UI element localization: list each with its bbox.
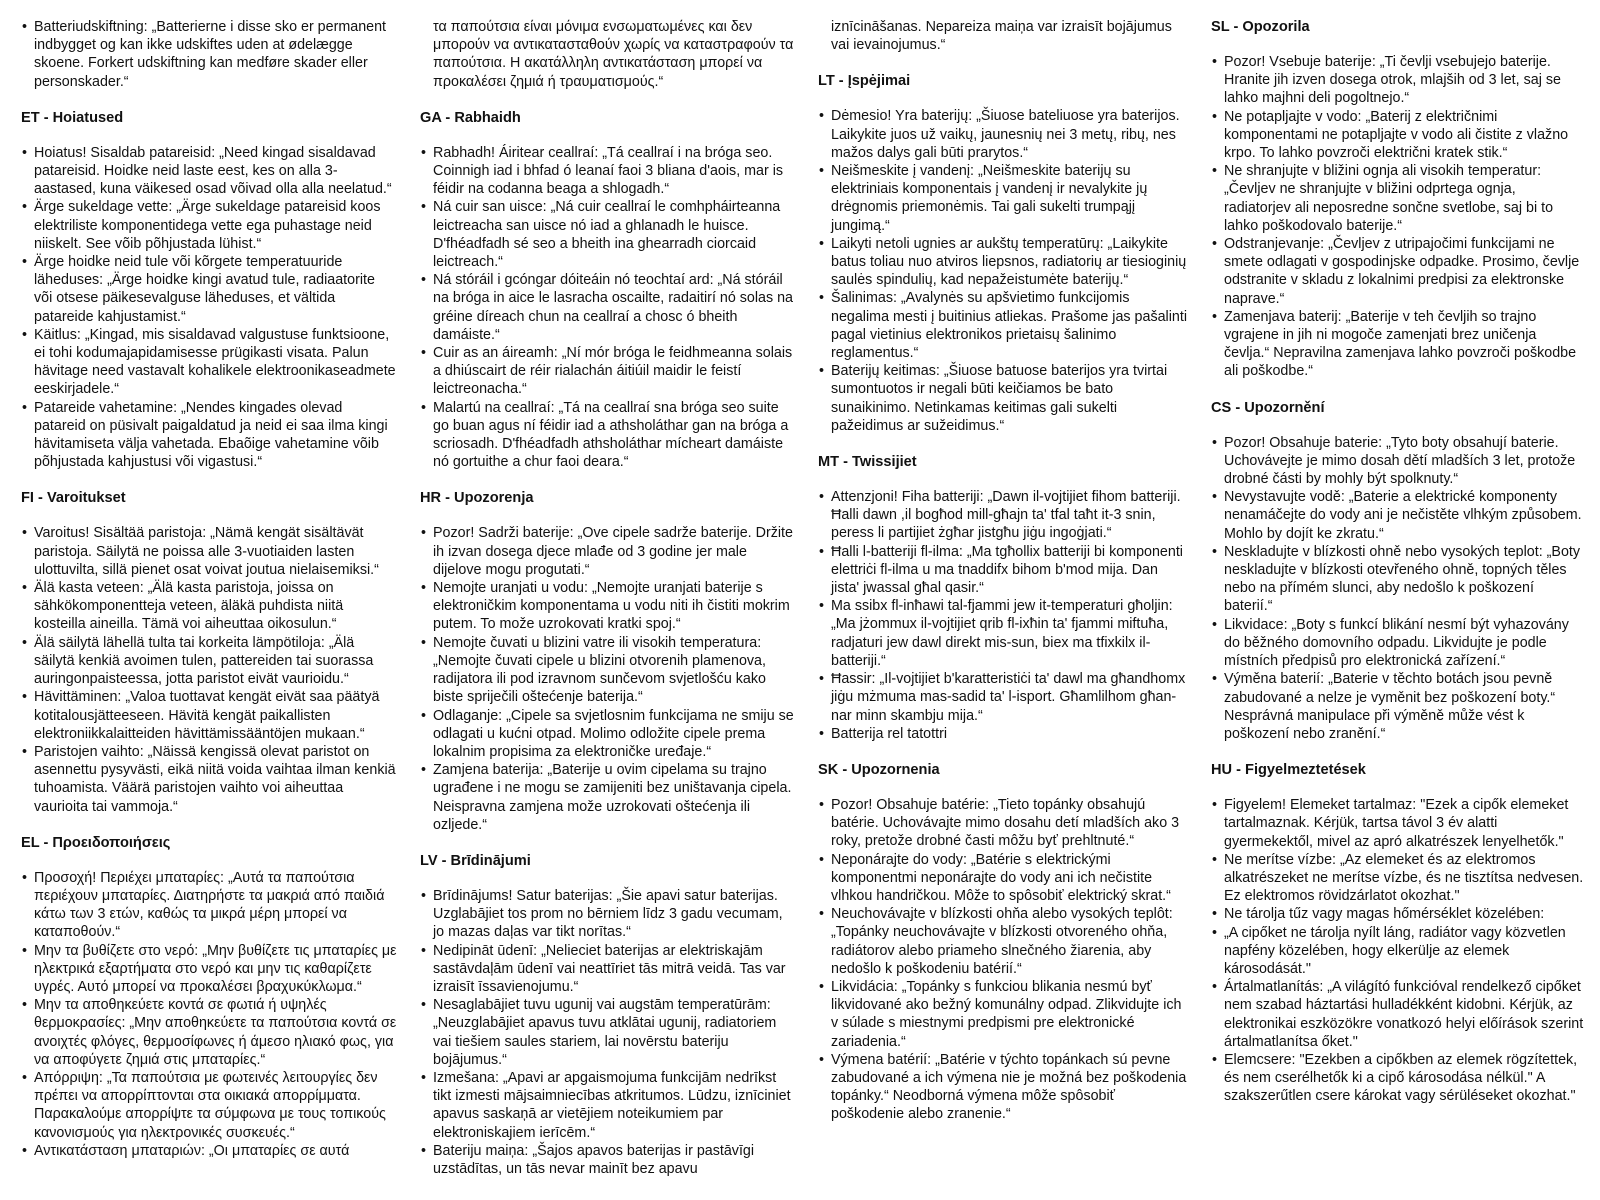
list-item: • Bateriju maiņa: „Šajos apavos baterijas ir pastāvīgi uzstādītas, un tās nevar mainīt bez apavu (415, 1142, 797, 1178)
list-item: • Käitlus: „Kingad, mis sisaldavad valgustuse funktsioone, ei tohi kodumajapidamisesse prügikasti visata. Palun hävitage need vastavalt kohalikele elektroonikaseadmete eeskirjadele.“ (16, 326, 399, 399)
list-item: • Likvidácia: „Topánky s funkciou blikania nesmú byť likvidované ako bežný komunálny odpad. Zlikvidujte ich v súlade s miestnymi predpismi pre elektronické zariadenia.“ (813, 978, 1190, 1051)
list-item: • Šalinimas: „Avalynės su apšvietimo funkcijomis negalima mesti į buitinius atliekas. Prašome jas pašalinti pagal vietinius elektronikos prietaisų šalinimo reglamentus.“ (813, 289, 1190, 362)
column-1 (16, 18, 411, 1200)
warning-list (16, 144, 399, 472)
warning-section (16, 834, 399, 1160)
list-item: • Ná stóráil i gcóngar dóiteáin nó teochtaí ard: „Ná stóráil na bróga in aice le lasracha oscailte, radaitirí nó solas na gréine díreach chun na ceallraí a chosc ó bheith damáiste.“ (415, 271, 797, 344)
warning-section (415, 18, 797, 91)
list-item: • Rabhadh! Áiritear ceallraí: „Tá ceallraí i na bróga seo. Coinnigh iad i bhfad ó leanaí faoi 3 bliana d'aois, mar is féidir na codanna beaga a shlogadh.“ (415, 144, 797, 199)
list-item: • Αντικατάσταση μπαταριών: „Οι μπαταρίες σε αυτά (16, 1142, 399, 1160)
list-item: • Neuchovávajte v blízkosti ohňa alebo vysokých teplôt: „Topánky neuchovávajte v blízkosti otvoreného ohňa, radiátorov alebo priameho slnečného žiarenia, aby nedošlo k poškodeniu batérií.“ (813, 905, 1190, 978)
list-item: • Μην τα αποθηκεύετε κοντά σε φωτιά ή υψηλές θερμοκρασίες: „Μην αποθηκεύετε τα παπούτσια κοντά σε ανοιχτές φλόγες, θερμοσίφωνες ή άμεσο ηλιακό φως, για να αποφύγετε ζημιά στις μπαταρίες.“ (16, 996, 399, 1069)
section-heading: GA - Rabhaidh (420, 109, 521, 126)
warning-list (415, 887, 797, 1178)
list-item: • Ärge sukeldage vette: „Ärge sukeldage patareisid koos elektriliste komponentidega vette ega puhastage neid niiskelt. See võib põhjustada lühist.“ (16, 198, 399, 253)
warning-section (1206, 399, 1586, 743)
list-item: • Výměna baterií: „Baterie v těchto botách jsou pevně zabudované a nelze je vyměnit bez poškození boty.“ Nesprávná manipulace při výměně může vést k poškození nebo zranění.“ (1206, 670, 1586, 743)
warning-list (415, 524, 797, 833)
warning-section (1206, 761, 1586, 1105)
list-item: • Batteriudskiftning: „Batterierne i disse sko er permanent indbygget og kan ikke udskiftes uden at ødelægge skoene. Forkert udskiftning kan medføre skader eller personskader.“ (16, 18, 399, 91)
warning-section (16, 489, 399, 815)
warning-section (813, 18, 1190, 54)
section-heading: SK - Upozornenia (818, 761, 940, 778)
list-item: • Ħassir: „Il-vojtijiet b'karatteristiċi ta' dawl ma għandhomx jiġu mżmuma mas-sadid ta' l-isport. Għamlilhom għan-nar minn skambju mija.“ (813, 670, 1190, 725)
list-item: • Προσοχή! Περιέχει μπαταρίες: „Αυτά τα παπούτσια περιέχουν μπαταρίες. Διατηρήστε τα μακριά από παιδιά κάτω των 3 ετών, καθώς τα μικρά μέρη μπορεί να καταποθούν.“ (16, 869, 399, 942)
warning-list (1206, 434, 1586, 743)
section-heading: MT - Twissijiet (818, 454, 917, 471)
warning-list (1206, 53, 1586, 381)
list-item: • Pozor! Vsebuje baterije: „Ti čevlji vsebujejo baterije. Hranite jih izven dosega otrok, mlajših od 3 let, saj se lahko majhni deli pogoltnejo.“ (1206, 53, 1586, 108)
list-item: • Zamjena baterija: „Baterije u ovim cipelama su trajno ugrađene i ne mogu se zamijeniti bez uništavanja cipela. Neispravna zamjena može uzrokovati oštećenja ili ozljede.“ (415, 761, 797, 834)
warning-section (1206, 18, 1586, 381)
list-item: • Ne shranjujte v bližini ognja ali visokih temperatur: „Čevljev ne shranjujte v bližini odprtega ognja, radiatorjev ali neposredne sončne svetlobe, saj bi to lahko poškodovalo baterije.“ (1206, 162, 1586, 235)
list-item: • Dėmesio! Yra baterijų: „Šiuose bateliuose yra baterijos. Laikykite juos už vaikų, jaunesnių nei 3 metų, ribų, nes mažos dalys gali būti prarytos.“ (813, 107, 1190, 162)
list-item: • Brīdinājums! Satur baterijas: „Šie apavi satur baterijas. Uzglabājiet tos prom no bērniem līdz 3 gadu vecumam, jo mazas daļas var tikt norītas.“ (415, 887, 797, 942)
list-item: • Ärge hoidke neid tule või kõrgete temperatuuride läheduses: „Ärge hoidke kingi avatud tule, radiaatorite või otsese päikesevalguse läheduses, et vältida patareide kahjustamist.“ (16, 253, 399, 326)
list-item: • Neskladujte v blízkosti ohně nebo vysokých teplot: „Boty neskladujte v blízkosti otevřeného ohně, topných těles nebo na přímém slunci, aby nedošlo k poškození baterií.“ (1206, 543, 1586, 616)
warning-section (415, 109, 797, 472)
list-item: • Odlaganje: „Cipele sa svjetlosnim funkcijama ne smiju se odlagati u kućni otpad. Molimo odložite cipele prema lokalnim propisima za elektroničke uređaje.“ (415, 707, 797, 762)
warning-list (813, 107, 1190, 435)
warning-section (415, 489, 797, 833)
list-item: • Nemojte čuvati u blizini vatre ili visokih temperatura: „Nemojte čuvati cipele u blizini otvorenih plamenova, radijatora ili pod izravnom sunčevom svjetlošću kako biste spriječili oštećenje baterija.“ (415, 634, 797, 707)
warning-section (813, 72, 1190, 435)
column-4 (1202, 18, 1586, 1200)
list-item: • Μην τα βυθίζετε στο νερό: „Μην βυθίζετε τις μπαταρίες με ηλεκτρικά εξαρτήματα στο νερό και μην τις καθαρίζετε υγρές. Αυτό μπορεί να προκαλέσει βραχυκύκλωμα.“ (16, 942, 399, 997)
list-item: • Ne merítse vízbe: „Az elemeket és az elektromos alkatrészeket ne merítse vízbe, és ne tisztítsa nedvesen. Ez elektromos rövidzárlatot okozhat." (1206, 851, 1586, 906)
warning-section (813, 453, 1190, 743)
warning-section (813, 761, 1190, 1124)
section-heading: FI - Varoitukset (21, 490, 126, 507)
list-item: • Patareide vahetamine: „Nendes kingades olevad patareid on püsivalt paigaldatud ja neid ei saa ilma kingi hävitamiseta välja vahetada. Ebaõige vahetamine võib põhjustada kahjustusi või vigastusi.“ (16, 399, 399, 472)
list-item: • Likvidace: „Boty s funkcí blikání nesmí být vyhazovány do běžného domovního odpadu. Likvidujte je podle místních předpisů pro elektronická zařízení.“ (1206, 616, 1586, 671)
warning-section (16, 109, 399, 472)
list-item: • Malartú na ceallraí: „Tá na ceallraí sna bróga seo suite go buan agus ní féidir iad a athsholáthar gan na bróga a scriosadh. D'fhéadfadh athsholáthar mícheart damáiste nó gortuithe a chur faoi deara.“ (415, 399, 797, 472)
list-item: • Baterijų keitimas: „Šiuose batuose baterijos yra tvirtai sumontuotos ir negali būti keičiamos be bato sunaikinimo. Netinkamas keitimas gali sukelti pažeidimus ar sužeidimus.“ (813, 362, 1190, 435)
warning-section (16, 18, 399, 91)
list-item: • Älä säilytä lähellä tulta tai korkeita lämpötiloja: „Älä säilytä kenkiä avoimen tulen, pattereiden tai suorassa auringonpaisteessa, jotta paristot eivät vaurioidu.“ (16, 634, 399, 689)
warning-list (16, 18, 399, 91)
list-item: • Neponárajte do vody: „Batérie s elektrickými komponentmi neponárajte do vody ani ich nečistite vlhkou handričkou. Môže to spôsobiť elektrický skrat.“ (813, 851, 1190, 906)
list-item: • Hävittäminen: „Valoa tuottavat kengät eivät saa päätyä kotitalousjätteeseen. Hävitä kengät paikallisten elektroniikkalaitteiden hävittämissääntöjen mukaan.“ (16, 688, 399, 743)
warning-list (415, 144, 797, 472)
list-item: • Älä kasta veteen: „Älä kasta paristoja, joissa on sähkökomponentteja veteen, äläkä puhdista niitä kosteilla aineilla. Tämä voi aiheuttaa oikosulun.“ (16, 579, 399, 634)
section-heading: EL - Προειδοποιήσεις (21, 834, 171, 851)
warning-list (415, 18, 797, 91)
list-item: • Výmena batérií: „Batérie v týchto topánkach sú pevne zabudované a ich výmena nie je možná bez poškodenia topánky.“ Neodborná výmena môže spôsobiť poškodenie alebo zranenie.“ (813, 1051, 1190, 1124)
warning-section (415, 852, 797, 1178)
warning-list (16, 524, 399, 815)
list-item: • Attenzjoni! Fiha batteriji: „Dawn il-vojtijiet fihom batteriji. Ħalli dawn ,il bogħod mill-għajn ta' tfal taħt it-3 snin, peress li partijiet żgħar jistgħu jiġu ingoġjati.“ (813, 488, 1190, 543)
list-item: • „A cipőket ne tárolja nyílt láng, radiátor vagy közvetlen napfény közelében, hogy elkerülje az elemek károsodását." (1206, 924, 1586, 979)
list-item: • Pozor! Obsahuje baterie: „Tyto boty obsahují baterie. Uchovávejte je mimo dosah dětí mladších 3 let, protože drobné části by mohly být spolknuty.“ (1206, 434, 1586, 489)
list-item: • Figyelem! Elemeket tartalmaz: "Ezek a cipők elemeket tartalmaznak. Kérjük, tartsa távol 3 év alatti gyermekektől, mivel az apró alkatrészek lenyelhetők." (1206, 796, 1586, 851)
list-item: • Elemcsere: "Ezekben a cipőkben az elemek rögzítettek, és nem cserélhetők ki a cipő károsodása nélkül." A szakszerűtlen csere károkat vagy sérüléseket okozhat." (1206, 1051, 1586, 1106)
list-item: • Ártalmatlanítás: „A világító funkcióval rendelkező cipőket nem szabad háztartási hulladékként kidobni. Kérjük, az elektronikai eszközökre vonatkozó helyi előírások szerint ártalmatlanítsa őket." (1206, 978, 1586, 1051)
list-item: • Cuir as an áireamh: „Ní mór bróga le feidhmeanna solais a dhiúscairt de réir rialachán áitiúil maidir le feistí leictreonacha.“ (415, 344, 797, 399)
warning-list (813, 488, 1190, 743)
list-item: • Ná cuir san uisce: „Ná cuir ceallraí le comhpháirteanna leictreacha san uisce nó iad a ghlanadh le huisce. D'fhéadfadh sé seo a bheith ina ghearradh ciorcaid leictreach.“ (415, 198, 797, 271)
warning-list (1206, 796, 1586, 1105)
list-item: • Varoitus! Sisältää paristoja: „Nämä kengät sisältävät paristoja. Säilytä ne poissa alle 3-vuotiaiden lasten ulottuvilta, sillä pienet osat voivat joutua nielaisemiksi.“ (16, 524, 399, 579)
list-item: • Batterija rel tatottri (813, 725, 1190, 743)
list-item: • Pozor! Sadrži baterije: „Ove cipele sadrže baterije. Držite ih izvan dosega djece mlađe od 3 godine jer male dijelove mogu progutati.“ (415, 524, 797, 579)
list-item: • Ma ssibx fl-inħawi tal-fjammi jew it-temperaturi għoljin: „Ma jżommux il-vojtijiet qrib fl-ixħin ta' fjammi miftuħa, radjaturi jew dawl direkt mis-sun, biex ma tfixkilx il-batteriji.“ (813, 597, 1190, 670)
column-3 (809, 18, 1202, 1200)
list-item: • Paristojen vaihto: „Näissä kengissä olevat paristot on asennettu pysyvästi, eikä niitä voida vaihtaa ilman kenkiä tuhoamista. Väärä paristojen vaihto voi aiheuttaa vaurioita tai vammoja.“ (16, 743, 399, 816)
list-item: • Odstranjevanje: „Čevljev z utripajočimi funkcijami ne smete odlagati v gospodinjske odpadke. Prosimo, čevlje odstranite v skladu z lokalnimi predpisi za elektronske naprave.“ (1206, 235, 1586, 308)
section-heading: LV - Brīdinājumi (420, 852, 531, 869)
list-item: • Nemojte uranjati u vodu: „Nemojte uranjati baterije s elektroničkim komponentama u vodu niti ih čistiti mokrim putem. To može uzrokovati kratki spoj.“ (415, 579, 797, 634)
list-item: • Ħalli l-batteriji fl-ilma: „Ma tgħollix batteriji bi komponenti elettriċi fl-ilma u ma tnaddifx bihom b'mod mija. Dan jista' jwassal għal qasir.“ (813, 543, 1190, 598)
warning-list (813, 796, 1190, 1124)
list-item: • Nesaglabājiet tuvu ugunij vai augstām temperatūrām: „Neuzglabājiet apavus tuvu atklātai ugunij, radiatoriem vai tiešiem saules stariem, lai novērstu bateriju bojājumus.“ (415, 996, 797, 1069)
list-item: • Pozor! Obsahuje batérie: „Tieto topánky obsahujú batérie. Uchovávajte mimo dosahu detí mladších ako 3 roky, pretože drobné časti môžu byť prehltnuté.“ (813, 796, 1190, 851)
warning-list (813, 18, 1190, 54)
list-item: • Izmešana: „Apavi ar apgaismojuma funkcijām nedrīkst tikt izmesti mājsaimniecības atkritumos. Lūdzu, iznīciniet apavus saskaņā ar vietējiem noteikumiem par elektroniskajiem ierīcēm.“ (415, 1069, 797, 1142)
section-heading: HU - Figyelmeztetések (1211, 762, 1366, 779)
list-item: iznīcināšanas. Nepareiza maiņa var izraisīt bojājumus vai ievainojumus.“ (831, 19, 1172, 54)
column-2 (411, 18, 809, 1200)
list-item: τα παπούτσια είναι μόνιμα ενσωματωμένες και δεν μπορούν να αντικατασταθούν χωρίς να καταστραφούν τα παπούτσια. Η ακατάλληλη αντικατάσταση μπορεί να προκαλέσει ζημιά ή τραυματισμούς.“ (433, 19, 794, 90)
list-item: • Neišmeskite į vandenį: „Neišmeskite baterijų su elektriniais komponentais į vandenį ir nevalykite jų drėgnomis priemonėmis. Tai gali sukelti trumpąjį jungimą.“ (813, 162, 1190, 235)
list-item: • Laikyti netoli ugnies ar aukštų temperatūrų: „Laikykite batus toliau nuo atviros liepsnos, radiatorių ar tiesioginių saulės spindulių, kad nepažeistumėte baterijų.“ (813, 235, 1190, 290)
list-item: • Ne potapljajte v vodo: „Baterij z električnimi komponentami ne potapljajte v vodo ali čistite z vlažno krpo. To lahko povzroči električni kratek stik.“ (1206, 108, 1586, 163)
list-item: • Nevystavujte vodě: „Baterie a elektrické komponenty nenamáčejte do vody ani je nečistěte vlhkým způsobem. Mohlo by dojít ke zkratu.“ (1206, 488, 1586, 543)
list-item: • Nedipināt ūdenī: „Nelieciet baterijas ar elektriskajām sastāvdaļām ūdenī vai neattīriet tās mitrā veidā. Tas var izraisīt īssavienojumu.“ (415, 942, 797, 997)
list-item: • Απόρριψη: „Τα παπούτσια με φωτεινές λειτουργίες δεν πρέπει να απορρίπτονται στα οικιακά απορρίμματα. Παρακαλούμε απορρίψτε τα σύμφωνα με τους τοπικούς κανονισμούς για ηλεκτρονικές συσκευές.“ (16, 1069, 399, 1142)
list-item: • Hoiatus! Sisaldab patareisid: „Need kingad sisaldavad patareisid. Hoidke neid laste eest, kes on alla 3-aastased, kuna väikesed osad võivad olla alla neelatud.“ (16, 144, 399, 199)
section-heading: CS - Upozornění (1211, 399, 1325, 416)
list-item: • Ne tárolja tűz vagy magas hőmérséklet közelében: (1206, 905, 1586, 923)
section-heading: SL - Opozorila (1211, 19, 1310, 35)
section-heading: LT - Įspėjimai (818, 73, 911, 90)
list-item: • Zamenjava baterij: „Baterije v teh čevljih so trajno vgrajene in jih ni mogoče zamenjati brez uničenja čevlja.“ Nepravilna zamenjava lahko povzroči poškodbe ali poškodbe.“ (1206, 308, 1586, 381)
section-heading: ET - Hoiatused (21, 109, 124, 126)
warning-list (16, 869, 399, 1160)
section-heading: HR - Upozorenja (420, 490, 534, 507)
